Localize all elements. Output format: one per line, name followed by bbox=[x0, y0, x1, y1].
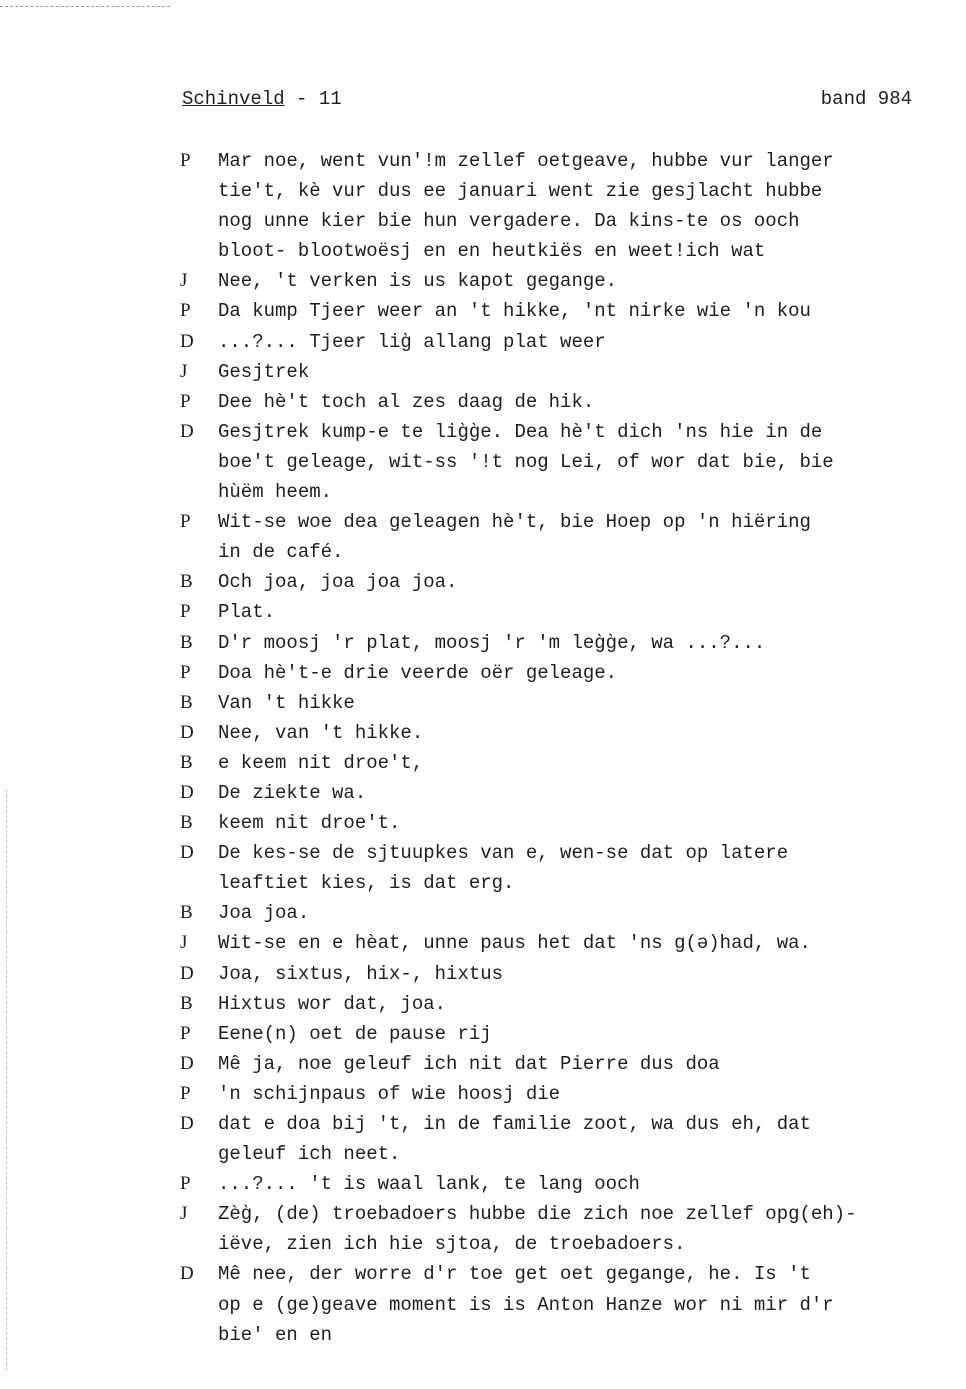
transcript-turn bbox=[180, 1109, 910, 1169]
transcript-turn bbox=[180, 1049, 910, 1079]
transcript-turn bbox=[180, 567, 910, 597]
transcript-turn bbox=[180, 417, 910, 507]
transcript-turn bbox=[180, 1019, 910, 1049]
utterance-line: boe't geleage, wit-ss '!t nog Lei, of wor dat bie, bie bbox=[218, 450, 834, 473]
utterance-line: hùëm heem. bbox=[218, 481, 333, 504]
speaker-label: J bbox=[180, 270, 188, 292]
speaker-label: B bbox=[180, 992, 193, 1014]
speaker-label: P bbox=[180, 390, 191, 412]
transcript-turn bbox=[180, 1199, 910, 1259]
speaker-label: J bbox=[180, 932, 188, 954]
utterance-line: Eene(n) oet de pause rij bbox=[218, 1022, 492, 1045]
transcript-turn bbox=[180, 507, 910, 567]
header-location bbox=[182, 88, 342, 110]
utterance-line: Nee, van 't hikke. bbox=[218, 721, 424, 744]
margin-mark bbox=[6, 790, 7, 1370]
speaker-label: B bbox=[180, 631, 193, 653]
page-edge-line bbox=[0, 6, 170, 7]
transcript-turn bbox=[180, 718, 910, 748]
speaker-label: P bbox=[180, 661, 191, 683]
utterance bbox=[218, 1199, 900, 1259]
speaker-label: P bbox=[180, 601, 191, 623]
speaker-label: D bbox=[180, 781, 194, 803]
speaker-label: D bbox=[180, 1052, 194, 1074]
speaker-label: P bbox=[180, 300, 191, 322]
utterance-line: iëve, zien ich hie sjtoa, de troebadoers. bbox=[218, 1233, 686, 1256]
utterance-line: Dee hè't toch al zes daag de hik. bbox=[218, 390, 595, 413]
utterance-line: Hixtus wor dat, joa. bbox=[218, 992, 447, 1015]
utterance bbox=[218, 357, 900, 387]
transcript-turn bbox=[180, 928, 910, 958]
transcript-turn bbox=[180, 748, 910, 778]
transcript-turn bbox=[180, 146, 910, 266]
utterance bbox=[218, 989, 900, 1019]
utterance-line: ...?... 't is waal lank, te lang ooch bbox=[218, 1173, 640, 1196]
transcript-turn bbox=[180, 898, 910, 928]
utterance-line: Doa hè't-e drie veerde oër geleage. bbox=[218, 661, 618, 684]
utterance bbox=[218, 1259, 900, 1349]
utterance-line: D'r moosj 'r plat, moosj 'r 'm leg̀g̀e, wa ...?... bbox=[218, 631, 766, 654]
utterance-line: in de café. bbox=[218, 541, 344, 564]
transcript-turn bbox=[180, 597, 910, 627]
utterance bbox=[218, 748, 900, 778]
utterance bbox=[218, 567, 900, 597]
transcript-turn bbox=[180, 1169, 910, 1199]
utterance-line: Van 't hikke bbox=[218, 691, 355, 714]
utterance bbox=[218, 1169, 900, 1199]
utterance-line: dat e doa bij 't, in de familie zoot, wa dus eh, dat bbox=[218, 1113, 811, 1135]
transcript-turn bbox=[180, 266, 910, 296]
utterance bbox=[218, 597, 900, 627]
transcript-turn bbox=[180, 688, 910, 718]
utterance bbox=[218, 838, 900, 898]
speaker-label: B bbox=[180, 571, 193, 593]
utterance bbox=[218, 658, 900, 688]
header-tape-number: band 984 bbox=[820, 88, 912, 110]
utterance-line: Nee, 't verken is us kapot gegange. bbox=[218, 270, 618, 293]
utterance-line: Da kump Tjeer weer an 't hikke, 'nt nirke wie 'n kou bbox=[218, 300, 811, 323]
utterance-line: Joa, sixtus, hix-, hixtus bbox=[218, 962, 504, 985]
speaker-label: D bbox=[180, 1113, 194, 1134]
utterance bbox=[218, 1049, 900, 1079]
utterance-line: De ziekte wa. bbox=[218, 781, 367, 804]
transcript-turn bbox=[180, 959, 910, 989]
utterance bbox=[218, 387, 900, 417]
speaker-label: D bbox=[180, 721, 194, 743]
utterance-line: Gesjtrek bbox=[218, 360, 310, 383]
transcript-turn bbox=[180, 808, 910, 838]
utterance-line: Gesjtrek kump-e te lig̀g̀e. Dea hè't dich 'ns hie in de bbox=[218, 420, 823, 443]
utterance bbox=[218, 718, 900, 748]
speaker-label: B bbox=[180, 751, 193, 773]
speaker-label: D bbox=[180, 330, 194, 352]
utterance-line: Mar noe, went vun'!m zellef oetgeave, hubbe vur langer bbox=[218, 150, 834, 172]
transcript-turn bbox=[180, 778, 910, 808]
utterance-line: bloot- blootwoësj en en heutkiës en weet!ich wat bbox=[218, 240, 766, 263]
transcript-turn bbox=[180, 628, 910, 658]
transcript-turn bbox=[180, 838, 910, 898]
transcript-turn bbox=[180, 296, 910, 326]
utterance-line: Mê nee, der worre d'r toe get oet gegange, he. Is 't bbox=[218, 1263, 811, 1286]
utterance bbox=[218, 507, 900, 567]
transcript-turn bbox=[180, 658, 910, 688]
speaker-label: P bbox=[180, 1022, 191, 1044]
transcript-turn bbox=[180, 387, 910, 417]
speaker-label: P bbox=[180, 511, 191, 533]
utterance bbox=[218, 296, 900, 326]
utterance bbox=[218, 1019, 900, 1049]
utterance-line: bie' en en bbox=[218, 1323, 333, 1346]
speaker-label: P bbox=[180, 150, 191, 171]
utterance bbox=[218, 146, 900, 266]
utterance-line: nog unne kier bie hun vergadere. Da kins-te os ooch bbox=[218, 210, 800, 233]
speaker-label: J bbox=[180, 1203, 188, 1225]
header-place: Schinveld bbox=[182, 88, 285, 110]
utterance-line: ...?... Tjeer lig̀ allang plat weer bbox=[218, 330, 606, 353]
transcript-turn bbox=[180, 327, 910, 357]
utterance bbox=[218, 417, 900, 507]
utterance bbox=[218, 266, 900, 296]
speaker-label: P bbox=[180, 1082, 191, 1104]
utterance bbox=[218, 1109, 900, 1169]
speaker-label: J bbox=[180, 360, 188, 382]
speaker-label: D bbox=[180, 1263, 194, 1285]
page-header bbox=[182, 88, 912, 114]
speaker-label: B bbox=[180, 902, 193, 924]
utterance-line: 'n schijnpaus of wie hoosj die bbox=[218, 1082, 561, 1105]
utterance bbox=[218, 778, 900, 808]
utterance-line: Joa joa. bbox=[218, 902, 310, 925]
utterance-line: leaftiet kies, is dat erg. bbox=[218, 872, 515, 895]
utterance bbox=[218, 928, 900, 958]
utterance bbox=[218, 808, 900, 838]
transcript bbox=[180, 146, 910, 1350]
utterance-line: Wit-se en e hèat, unne paus het dat 'ns g(ə)had, wa. bbox=[218, 932, 811, 955]
utterance bbox=[218, 898, 900, 928]
utterance-line: Zèg̀, (de) troebadoers hubbe die zich noe zellef opg(eh)- bbox=[218, 1203, 857, 1226]
utterance-line: De kes-se de sjtuupkes van e, wen-se dat op latere bbox=[218, 842, 789, 865]
speaker-label: B bbox=[180, 691, 193, 713]
utterance bbox=[218, 1079, 900, 1109]
speaker-label: D bbox=[180, 962, 194, 984]
utterance bbox=[218, 327, 900, 357]
utterance-line: tie't, kè vur dus ee januari went zie gesjlacht hubbe bbox=[218, 180, 823, 203]
speaker-label: D bbox=[180, 842, 194, 864]
utterance bbox=[218, 628, 900, 658]
utterance bbox=[218, 688, 900, 718]
utterance-line: keem nit droe't. bbox=[218, 812, 401, 835]
transcript-turn bbox=[180, 1079, 910, 1109]
utterance-line: geleuf ich neet. bbox=[218, 1143, 401, 1166]
utterance-line: Mê ja, noe geleuf ich nit dat Pierre dus doa bbox=[218, 1052, 720, 1075]
speaker-label: D bbox=[180, 420, 194, 442]
utterance-line: Och joa, joa joa joa. bbox=[218, 571, 458, 594]
utterance-line: Plat. bbox=[218, 601, 276, 624]
transcript-turn bbox=[180, 1259, 910, 1349]
speaker-label: B bbox=[180, 812, 193, 834]
transcript-turn bbox=[180, 989, 910, 1019]
utterance-line: op e (ge)geave moment is is Anton Hanze wor ni mir d'r bbox=[218, 1293, 834, 1316]
speaker-label: P bbox=[180, 1173, 191, 1195]
header-page-number: - 11 bbox=[296, 88, 342, 110]
utterance-line: e keem nit droe't, bbox=[218, 751, 424, 774]
utterance-line: Wit-se woe dea geleagen hè't, bie Hoep op 'n hiëring bbox=[218, 511, 811, 534]
utterance bbox=[218, 959, 900, 989]
transcript-turn bbox=[180, 357, 910, 387]
